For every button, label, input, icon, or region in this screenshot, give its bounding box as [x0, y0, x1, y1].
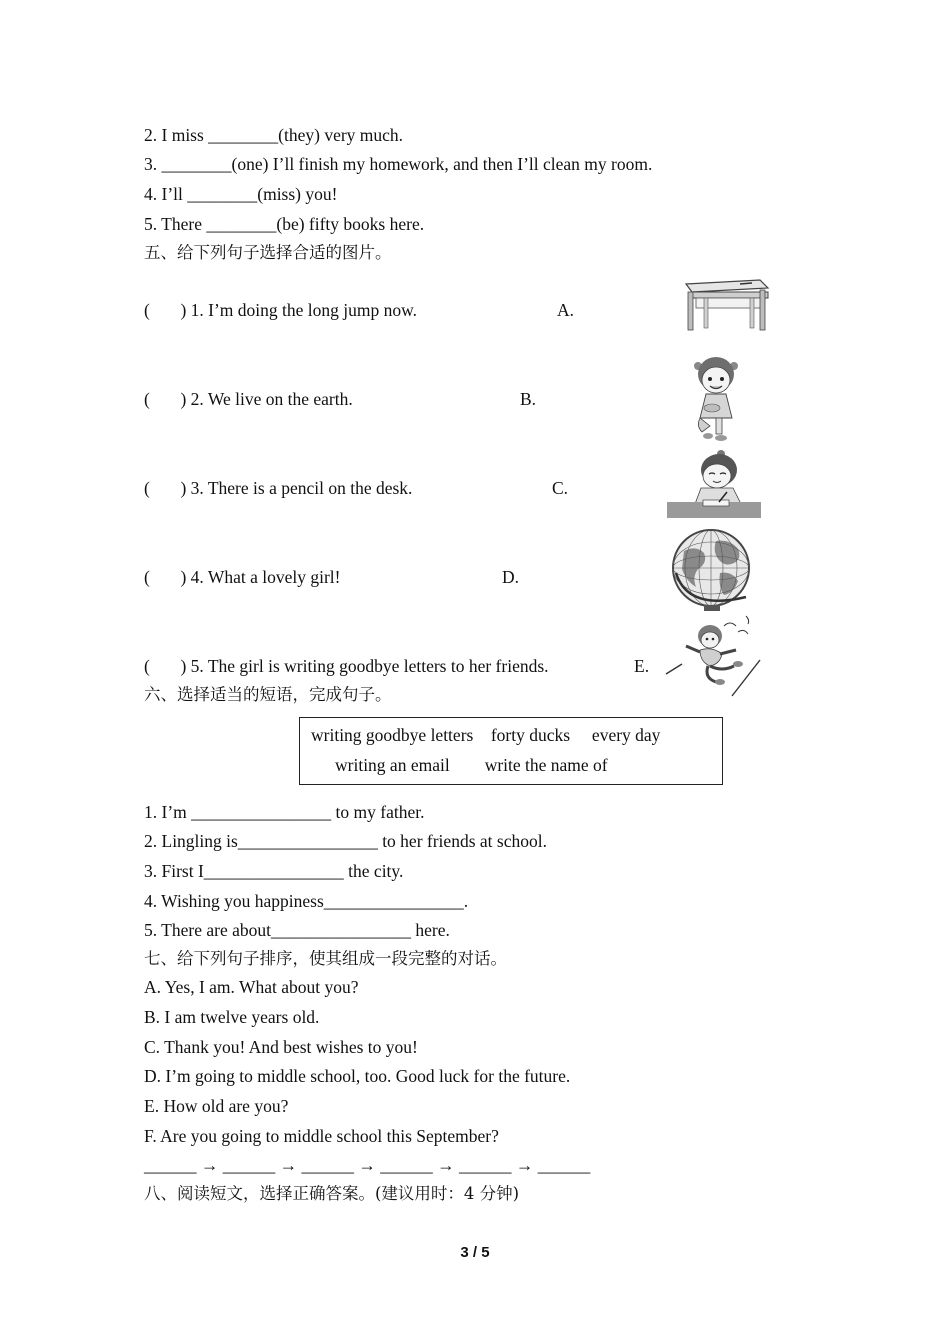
dialog-option-d: D. I’m going to middle school, too. Good luck for the future.: [144, 1066, 571, 1086]
girl-writing-picture: [667, 446, 761, 518]
dialog-option-a: A. Yes, I am. What about you?: [144, 977, 359, 997]
match-item-4: ( ) 4. What a lovely girl!: [144, 567, 341, 587]
order-answer-line: ______ → ______ → ______ → ______ → ______ → ______: [144, 1155, 591, 1175]
phrase-sentence-1: 1. I’m ________________ to my father.: [144, 802, 425, 822]
phrase-box: [299, 717, 723, 785]
match-letter-c: C.: [552, 478, 569, 498]
phrase-box-line-2: writing an email write the name of: [335, 755, 608, 775]
section-8-heading: 八、阅读短文，选择正确答案。(建议用时：4 分钟): [144, 1184, 520, 1203]
dialog-option-e: E. How old are you?: [144, 1096, 289, 1116]
section-7-heading: 七、给下列句子排序，使其组成一段完整的对话。: [144, 949, 507, 968]
fill-blank-4: 4. I’ll ________(miss) you!: [144, 184, 338, 204]
match-letter-a: A.: [557, 300, 575, 320]
phrase-sentence-3: 3. First I________________ the city.: [144, 861, 404, 881]
phrase-sentence-5: 5. There are about________________ here.: [144, 920, 450, 940]
match-item-3: ( ) 3. There is a pencil on the desk.: [144, 478, 413, 498]
dialog-option-c: C. Thank you! And best wishes to you!: [144, 1037, 418, 1057]
match-letter-b: B.: [520, 389, 537, 409]
girl-long-jump-picture: [664, 612, 764, 698]
fill-blank-2: 2. I miss ________(they) very much.: [144, 125, 404, 145]
desk-picture: [680, 276, 770, 336]
dialog-option-b: B. I am twelve years old.: [144, 1007, 320, 1027]
match-letter-e: E.: [634, 656, 650, 676]
fill-blank-5: 5. There ________(be) fifty books here.: [144, 214, 425, 234]
phrase-box-line-1: writing goodbye letters forty ducks every day: [311, 725, 661, 745]
section-5-heading: 五、给下列句子选择合适的图片。: [144, 243, 392, 262]
section-6-heading: 六、选择适当的短语，完成句子。: [144, 685, 392, 704]
match-letter-d: D.: [502, 567, 520, 587]
globe-picture: [668, 527, 754, 613]
page-number: 3 / 5: [460, 1244, 490, 1261]
fill-blank-3: 3. ________(one) I’ll finish my homework, and then I’ll clean my room.: [144, 154, 653, 174]
dialog-option-f: F. Are you going to middle school this September?: [144, 1126, 499, 1146]
girl-smiling-picture: [688, 352, 744, 444]
match-item-1: ( ) 1. I’m doing the long jump now.: [144, 300, 418, 320]
match-item-2: ( ) 2. We live on the earth.: [144, 389, 353, 409]
match-item-5: ( ) 5. The girl is writing goodbye letters to her friends.: [144, 656, 549, 676]
phrase-sentence-2: 2. Lingling is________________ to her friends at school.: [144, 831, 547, 851]
phrase-sentence-4: 4. Wishing you happiness________________.: [144, 891, 469, 911]
